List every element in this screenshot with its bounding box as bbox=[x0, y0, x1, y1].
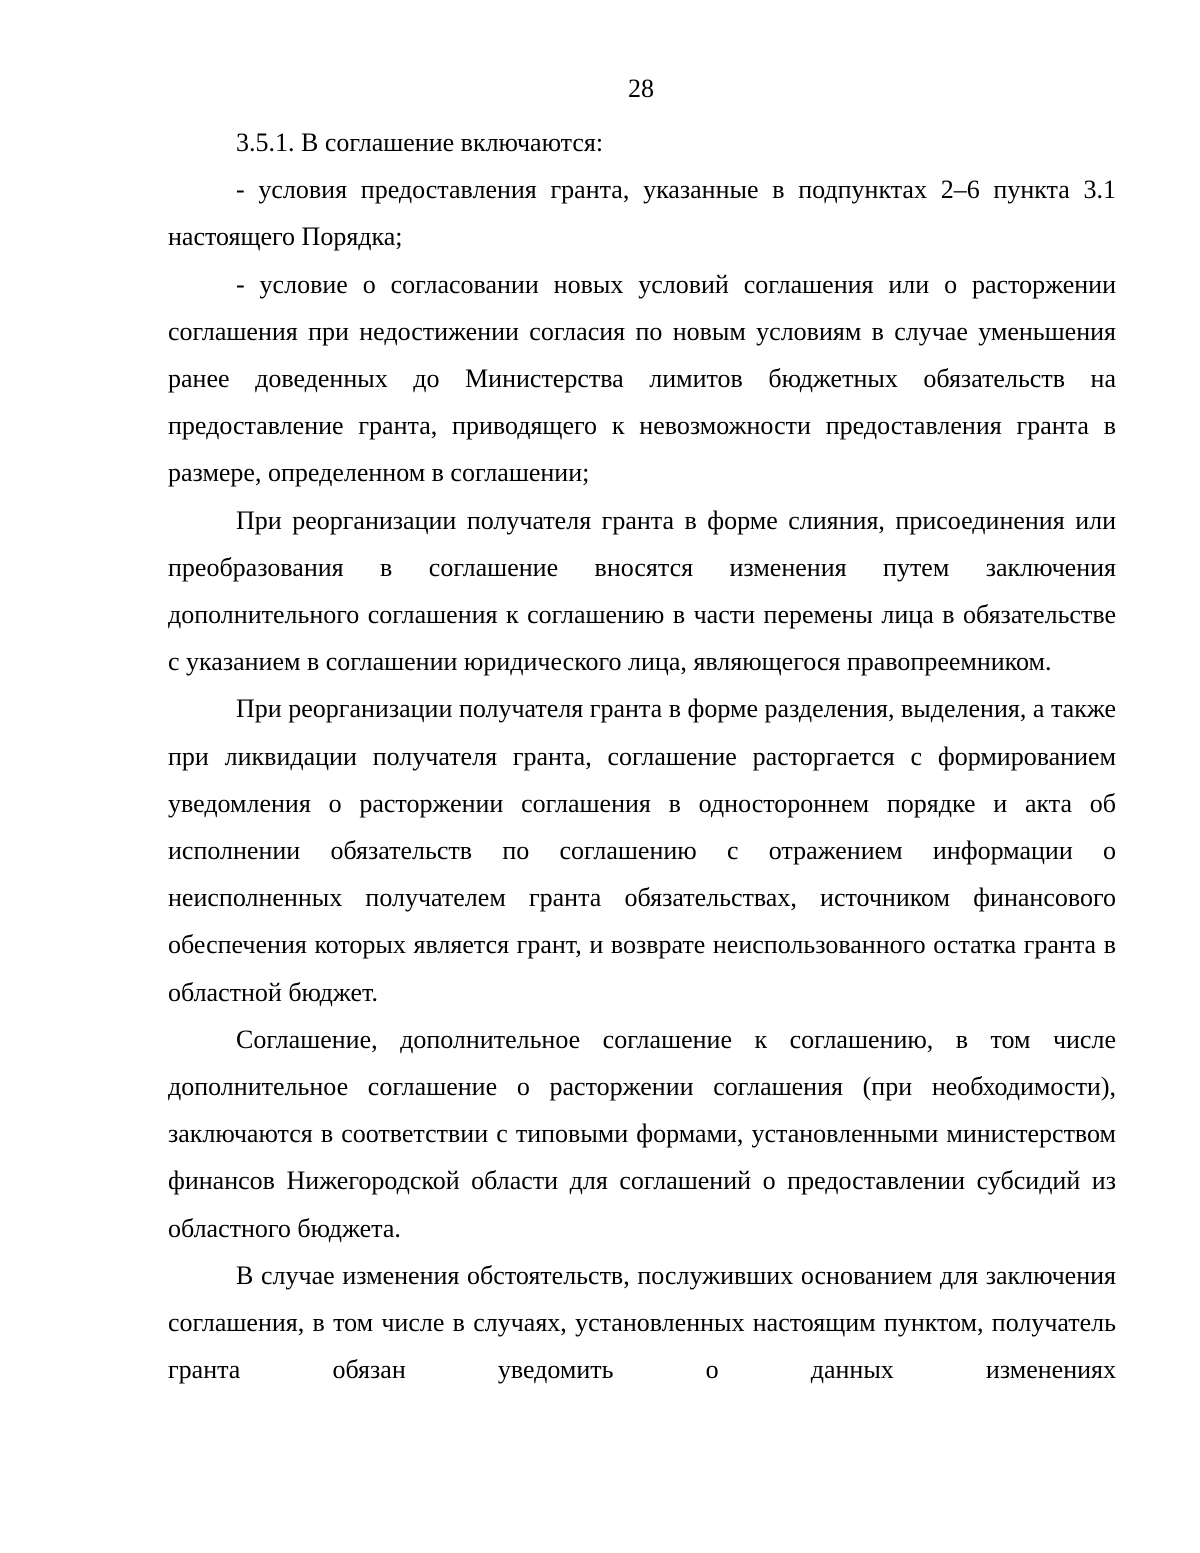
page-number: 28 bbox=[628, 74, 654, 103]
paragraph-reorganization-merger: При реорганизации получателя гранта в форме слияния, присоединения или преобразования в соглашение вносятся изменения путем заключения дополнительного соглашения к соглашению в части перемены лица в обязательстве с указанием в соглашении юридического лица, являющегося правопреемником. bbox=[168, 505, 1116, 677]
paragraph-reorganization-division: При реорганизации получателя гранта в форме разделения, выделения, а также при ликвидации получателя гранта, соглашение расторгается с формированием уведомления о расторжении соглашения в одностороннем порядке и акта об исполнении обязательств по соглашению с отражением информации о неисполненных получателем гранта обязательствах, источником финансового обеспечения которых является грант, и возврате неиспользованного остатка гранта в областной бюджет. bbox=[168, 694, 1116, 1007]
paragraph-3-5-1-heading: 3.5.1. В соглашение включаются: bbox=[236, 128, 604, 157]
paragraph-grant-conditions: - условия предоставления гранта, указанные в подпунктах 2–6 пункта 3.1 настоящего Порядка; bbox=[168, 175, 1116, 252]
paragraph-standard-forms: Соглашение, дополнительное соглашение к соглашению, в том числе дополнительное соглашение о расторжении соглашения (при необходимости), заключаются в соответствии с типовыми формами, установленными министерством финансов Нижегородской области для соглашений о предоставлении субсидий из областного бюджета. bbox=[168, 1024, 1116, 1243]
document-body bbox=[168, 119, 1116, 1393]
paragraph-change-of-circumstances: В случае изменения обстоятельств, послуживших основанием для заключения соглашения, в том числе в случаях, установленных настоящим пунктом, получатель гранта обязан уведомить о данных изменениях bbox=[168, 1260, 1116, 1385]
paragraph-agreement-termination-condition: - условие о согласовании новых условий соглашения или о расторжении соглашения при недостижении согласия по новым условиям в случае уменьшения ранее доведенных до Министерства лимитов бюджетных обязательств на предоставление гранта, приводящего к невозможности предоставления гранта в размере, определенном в соглашении; bbox=[168, 269, 1116, 488]
